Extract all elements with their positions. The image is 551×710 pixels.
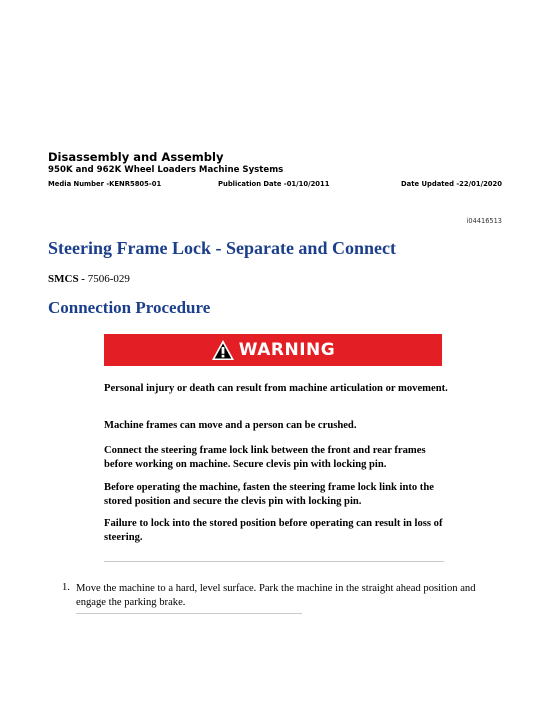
warning-paragraph: Personal injury or death can result from machine articulation or movement. xyxy=(104,383,448,394)
warning-label: WARNING xyxy=(238,340,336,360)
step-divider xyxy=(76,613,302,614)
smcs-code xyxy=(48,273,130,285)
smcs-label: SMCS - xyxy=(48,273,85,285)
publication-date: Publication Date -01/10/2011 xyxy=(218,180,330,188)
manual-subtitle: 950K and 962K Wheel Loaders Machine Systems xyxy=(48,165,284,175)
section-title: Connection Procedure xyxy=(48,298,211,317)
smcs-value: 7506-029 xyxy=(84,273,130,285)
warning-divider xyxy=(104,561,444,562)
date-updated: Date Updated -22/01/2020 xyxy=(400,180,502,188)
warning-triangle-icon xyxy=(211,339,235,361)
step-text: Move the machine to a hard, level surface. Park the machine in the straight ahead position and engage the parking brake. xyxy=(76,583,476,608)
manual-title: Disassembly and Assembly xyxy=(48,150,224,164)
step-number: 1. xyxy=(62,582,70,593)
warning-banner xyxy=(104,334,442,366)
warning-banner-content xyxy=(211,339,335,361)
media-number: Media Number -KENR5805-01 xyxy=(48,180,162,188)
warning-paragraph: Failure to lock into the stored position before operating can result in loss of steering. xyxy=(104,518,443,543)
warning-paragraph: Machine frames can move and a person can be crushed. xyxy=(104,420,357,431)
warning-paragraph: Connect the steering frame lock link between the front and rear frames before working on machine. Secure clevis pin with locking pin. xyxy=(104,445,426,470)
document-id: i04416513 xyxy=(466,217,502,225)
page-title: Steering Frame Lock - Separate and Connect xyxy=(48,238,396,258)
warning-paragraph: Before operating the machine, fasten the steering frame lock link into the stored position and secure the clevis pin with locking pin. xyxy=(104,482,434,507)
